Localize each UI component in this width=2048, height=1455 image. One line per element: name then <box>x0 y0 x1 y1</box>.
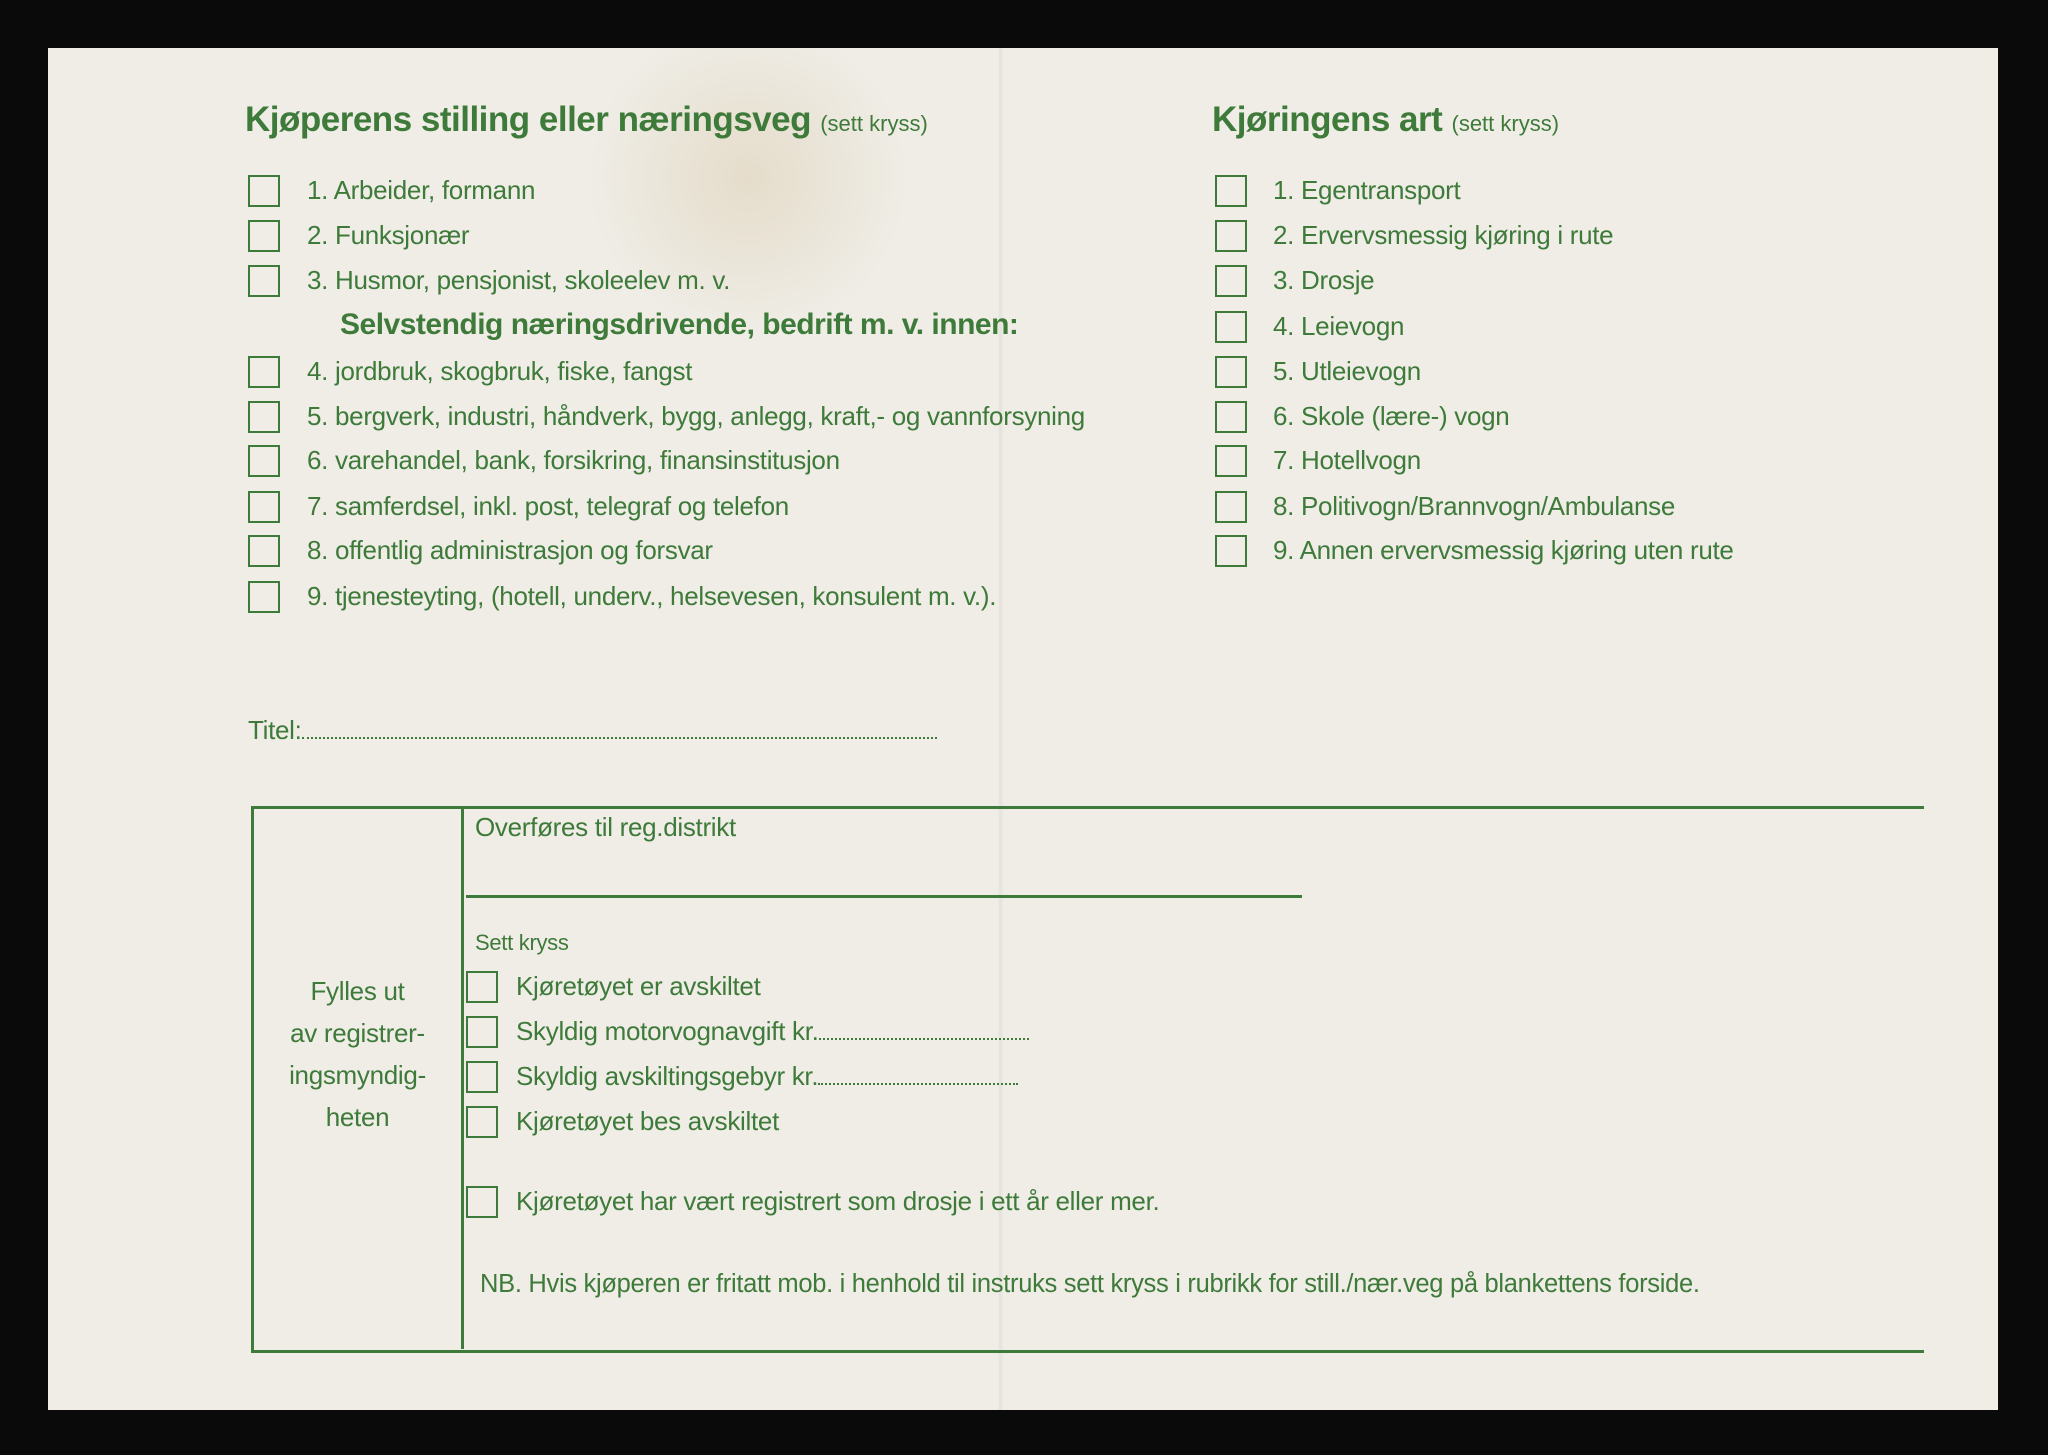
transfer-district-line[interactable] <box>466 895 1302 898</box>
item-label: 5. bergverk, industri, håndverk, bygg, anlegg, kraft,- og vannforsyning <box>307 401 1085 431</box>
checkbox[interactable] <box>248 535 280 567</box>
title-field[interactable] <box>248 715 937 746</box>
item-label: Kjøretøyet har vært registrert som drosje i ett år eller mer. <box>516 1186 1160 1216</box>
label-line: heten <box>325 1102 390 1132</box>
checkbox[interactable] <box>1215 445 1247 477</box>
transfer-label: Overføres til reg.distrikt <box>475 812 736 842</box>
checkbox[interactable] <box>466 1106 498 1138</box>
checkbox[interactable] <box>248 581 280 613</box>
occupation-option <box>307 265 730 296</box>
box-bottom-border <box>251 1350 1924 1353</box>
label-line: Fylles ut <box>310 976 405 1006</box>
checkbox[interactable] <box>1215 311 1247 343</box>
item-label: 7. Hotellvogn <box>1273 445 1421 475</box>
checkbox[interactable] <box>1215 535 1247 567</box>
driving-type-option <box>1273 265 1374 296</box>
item-label: 7. samferdsel, inkl. post, telegraf og telefon <box>307 491 789 521</box>
item-label: 8. offentlig administrasjon og forsvar <box>307 535 713 565</box>
checkbox[interactable] <box>1215 401 1247 433</box>
driving-type-option <box>1273 535 1734 566</box>
occupation-option <box>307 581 996 612</box>
item-label: 8. Politivogn/Brannvogn/Ambulanse <box>1273 491 1676 521</box>
item-label: 1. Egentransport <box>1273 175 1461 205</box>
occupation-option <box>307 491 789 522</box>
label-line: av registrer- <box>290 1018 425 1048</box>
sett-kryss-label: Sett kryss <box>475 930 569 955</box>
registration-option <box>516 1106 779 1137</box>
registration-authority-label <box>254 970 461 1138</box>
checkbox[interactable] <box>248 491 280 523</box>
nb-note: NB. Hvis kjøperen er fritatt mob. i henhold til instruks sett kryss i rubrikk for still./nær.veg på blankettens forside. <box>480 1270 1700 1298</box>
box-top-border <box>251 806 1924 809</box>
hint-text: (sett kryss) <box>1451 111 1560 136</box>
checkbox[interactable] <box>466 1186 498 1218</box>
title-dotted-line[interactable] <box>302 737 937 739</box>
heading-text: Kjøperens stilling eller næringsveg <box>245 100 811 139</box>
item-label: 3. Husmor, pensjonist, skoleelev m. v. <box>307 265 731 295</box>
heading-text: Kjøringens art <box>1212 100 1443 139</box>
hint-text: (sett kryss) <box>820 111 928 136</box>
registration-option <box>516 1016 1029 1047</box>
checkbox[interactable] <box>466 1061 498 1093</box>
checkbox[interactable] <box>248 265 280 297</box>
checkbox[interactable] <box>248 445 280 477</box>
occupation-option <box>307 535 713 566</box>
occupation-option <box>307 401 1085 432</box>
title-label: Titel: <box>248 715 302 745</box>
item-label: 6. varehandel, bank, forsikring, finansinstitusjon <box>307 445 840 475</box>
item-label: Kjøretøyet er avskiltet <box>516 971 761 1001</box>
item-label: 1. Arbeider, formann <box>307 175 536 205</box>
checkbox[interactable] <box>1215 491 1247 523</box>
checkbox[interactable] <box>1215 356 1247 388</box>
occupation-option <box>307 356 692 387</box>
amount-dotted-line[interactable] <box>818 1083 1018 1085</box>
driving-type-option <box>1273 175 1460 206</box>
checkbox[interactable] <box>1215 175 1247 207</box>
driving-type-option <box>1273 401 1509 432</box>
checkbox[interactable] <box>1215 220 1247 252</box>
item-label: 6. Skole (lære-) vogn <box>1273 401 1510 431</box>
item-label: 9. Annen ervervsmessig kjøring uten rute <box>1273 535 1734 565</box>
amount-dotted-line[interactable] <box>819 1038 1029 1040</box>
buyer-occupation-heading <box>245 100 928 140</box>
driving-type-option <box>1273 311 1404 342</box>
item-label: 4. Leievogn <box>1273 311 1405 341</box>
driving-type-heading <box>1212 100 1559 140</box>
item-label: 3. Drosje <box>1273 265 1375 295</box>
checkbox[interactable] <box>248 175 280 207</box>
driving-type-option <box>1273 220 1613 251</box>
occupation-option <box>307 445 840 476</box>
label-line: ingsmyndig- <box>289 1060 426 1090</box>
driving-type-option <box>1273 445 1421 476</box>
item-label: 2. Funksjonær <box>307 220 470 250</box>
item-label: 5. Utleievogn <box>1273 356 1421 386</box>
item-label: Skyldig motorvognavgift kr. <box>516 1016 819 1046</box>
occupation-option <box>307 220 469 251</box>
item-label: 4. jordbruk, skogbruk, fiske, fangst <box>307 356 693 386</box>
item-label: Kjøretøyet bes avskiltet <box>516 1106 779 1136</box>
checkbox[interactable] <box>248 220 280 252</box>
checkbox[interactable] <box>466 1016 498 1048</box>
driving-type-option <box>1273 356 1421 387</box>
item-label: 9. tjenesteyting, (hotell, underv., helsevesen, konsulent m. v.). <box>307 581 997 611</box>
checkbox[interactable] <box>248 401 280 433</box>
registration-option <box>516 1061 1018 1092</box>
checkbox[interactable] <box>248 356 280 388</box>
box-divider <box>461 806 464 1349</box>
checkbox[interactable] <box>466 971 498 1003</box>
occupation-option <box>307 175 535 206</box>
self-employed-subheading: Selvstendig næringsdrivende, bedrift m. v. innen: <box>340 308 1019 341</box>
driving-type-option <box>1273 491 1675 522</box>
item-label: 2. Ervervsmessig kjøring i rute <box>1273 220 1614 250</box>
registration-option <box>516 1186 1159 1217</box>
registration-option <box>516 971 761 1002</box>
checkbox[interactable] <box>1215 265 1247 297</box>
item-label: Skyldig avskiltingsgebyr kr. <box>516 1061 819 1091</box>
